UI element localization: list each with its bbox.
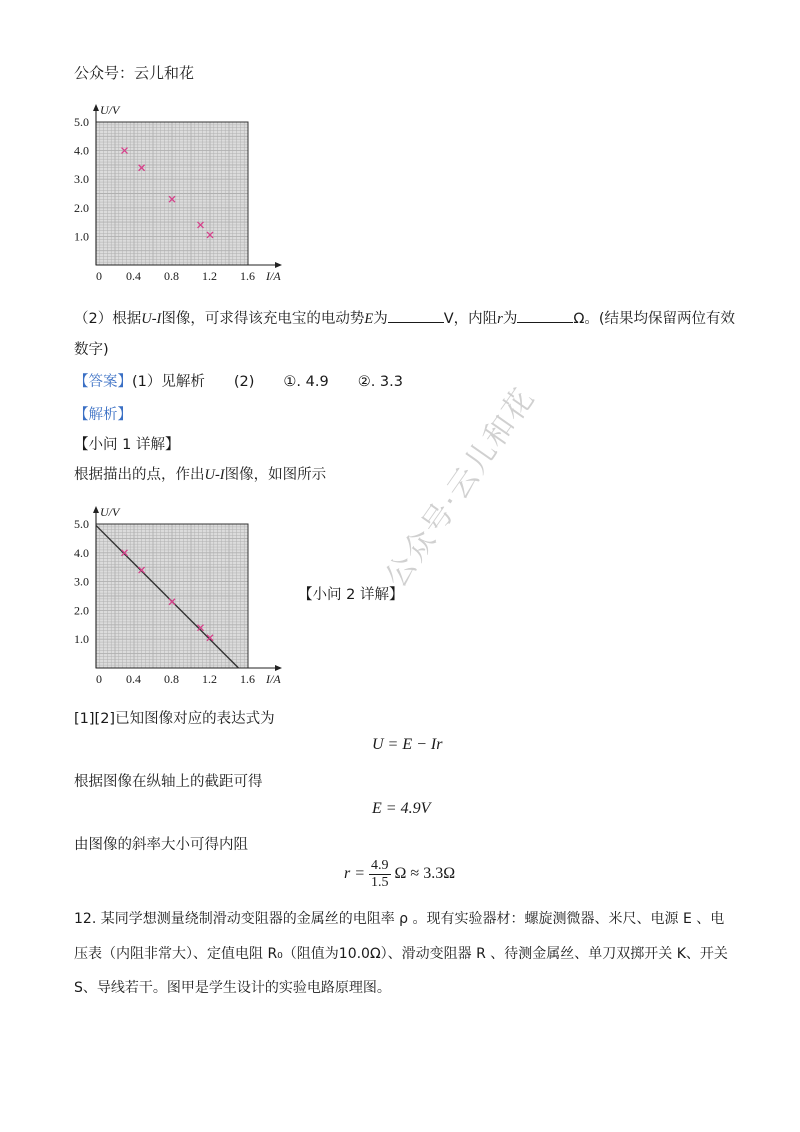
blank-resistance — [517, 310, 573, 323]
q-part2-a: （2）根据 — [74, 311, 142, 327]
y-tick-label: 1.0 — [74, 229, 89, 244]
question-part2-line2: 数字) — [74, 342, 109, 358]
sub1-text-a: 根据描出的点，作出 — [74, 467, 205, 483]
formula-u-e-ir: U = E − Ir — [372, 736, 443, 753]
x-axis-label: I/A — [266, 269, 281, 280]
answer-tag: 【答案】 — [74, 374, 132, 390]
x-tick-label: 0 — [96, 269, 102, 280]
intercept-text: 根据图像在纵轴上的截距可得 — [74, 774, 263, 790]
sub1-text-ui: U-I — [204, 467, 225, 483]
q12-line3: S、导线若干。图甲是学生设计的实验电路原理图。 — [74, 980, 391, 996]
question-part2 — [74, 307, 735, 328]
x-tick-label: 1.2 — [202, 269, 217, 280]
formula3-rhs: Ω ≈ 3.3Ω — [394, 865, 456, 883]
q-part2-ui: U-I — [141, 311, 162, 327]
x-axis-label: I/A — [266, 672, 281, 686]
y-tick-label: 4.0 — [74, 143, 89, 158]
formula3-lhs: r = — [344, 865, 366, 883]
formula-emf: E = 4.9V — [372, 800, 431, 817]
y-tick-label: 2.0 — [74, 200, 89, 215]
account-header: 公众号：云儿和花 — [74, 64, 195, 82]
q-part2-c: 为 — [373, 311, 388, 327]
x-tick-label: 0.4 — [126, 269, 141, 280]
q-part2-ohm: Ω。(结果均保留两位有效 — [573, 311, 736, 327]
y-axis-arrow — [93, 506, 99, 513]
x-tick-label: 0.4 — [126, 672, 141, 686]
y-axis-label: U/V — [100, 505, 120, 519]
x-tick-label: 1.6 — [240, 269, 255, 280]
y-tick-label: 4.0 — [74, 545, 89, 560]
q-part2-e: E — [364, 311, 374, 327]
sub1-heading: 【小问 1 详解】 — [74, 437, 180, 453]
y-tick-label: 3.0 — [74, 172, 89, 187]
formula-resistance — [344, 858, 455, 891]
answer-line — [74, 370, 403, 391]
y-tick-label: 3.0 — [74, 574, 89, 589]
x-tick-label: 1.2 — [202, 672, 217, 686]
x-tick-label: 0 — [96, 672, 102, 686]
sub1-text-b: 图像，如图所示 — [224, 467, 327, 483]
x-tick-label: 1.6 — [240, 672, 255, 686]
blank-emf — [388, 310, 444, 323]
answer-text: (1）见解析 (2) ①. 4.9 ②. 3.3 — [132, 374, 403, 390]
y-tick-label: 5.0 — [74, 115, 89, 129]
watermark: 公众号·云儿和花 — [378, 381, 543, 595]
ui-chart-points — [68, 98, 308, 280]
sub2-text: [1][2]已知图像对应的表达式为 — [74, 711, 275, 727]
sub2-heading: 【小问 2 详解】 — [298, 587, 404, 603]
sub1-text — [74, 463, 326, 484]
y-tick-label: 2.0 — [74, 603, 89, 618]
ui-chart-fit — [68, 498, 308, 693]
x-tick-label: 0.8 — [164, 672, 179, 686]
slope-text: 由图像的斜率大小可得内阻 — [74, 837, 248, 853]
q-part2-v: V，内阻 — [443, 311, 498, 327]
q12-line1: 12. 某同学想测量绕制滑动变阻器的金属丝的电阻率 ρ 。现有实验器材：螺旋测微器、米尺、电源 E 、电 — [74, 911, 725, 927]
x-axis-arrow — [275, 262, 282, 268]
x-axis-arrow — [275, 665, 282, 671]
formula3-num: 4.9 — [371, 858, 389, 873]
x-tick-label: 0.8 — [164, 269, 179, 280]
y-tick-label: 5.0 — [74, 517, 89, 531]
y-axis-label: U/V — [100, 103, 120, 117]
y-axis-arrow — [93, 104, 99, 111]
formula3-fraction — [369, 858, 391, 891]
q-part2-b: 图像，可求得该充电宝的电动势 — [161, 311, 365, 327]
y-tick-label: 1.0 — [74, 632, 89, 647]
q-part2-r: r — [497, 311, 503, 327]
q-part2-d: 为 — [502, 311, 518, 327]
analysis-tag: 【解析】 — [74, 407, 132, 423]
formula3-den: 1.5 — [371, 875, 389, 890]
q12-line2: 压表（内阻非常大）、定值电阻 R₀（阻值为10.0Ω）、滑动变阻器 R 、待测金属丝、单刀双掷开关 K、开关 — [74, 946, 728, 962]
